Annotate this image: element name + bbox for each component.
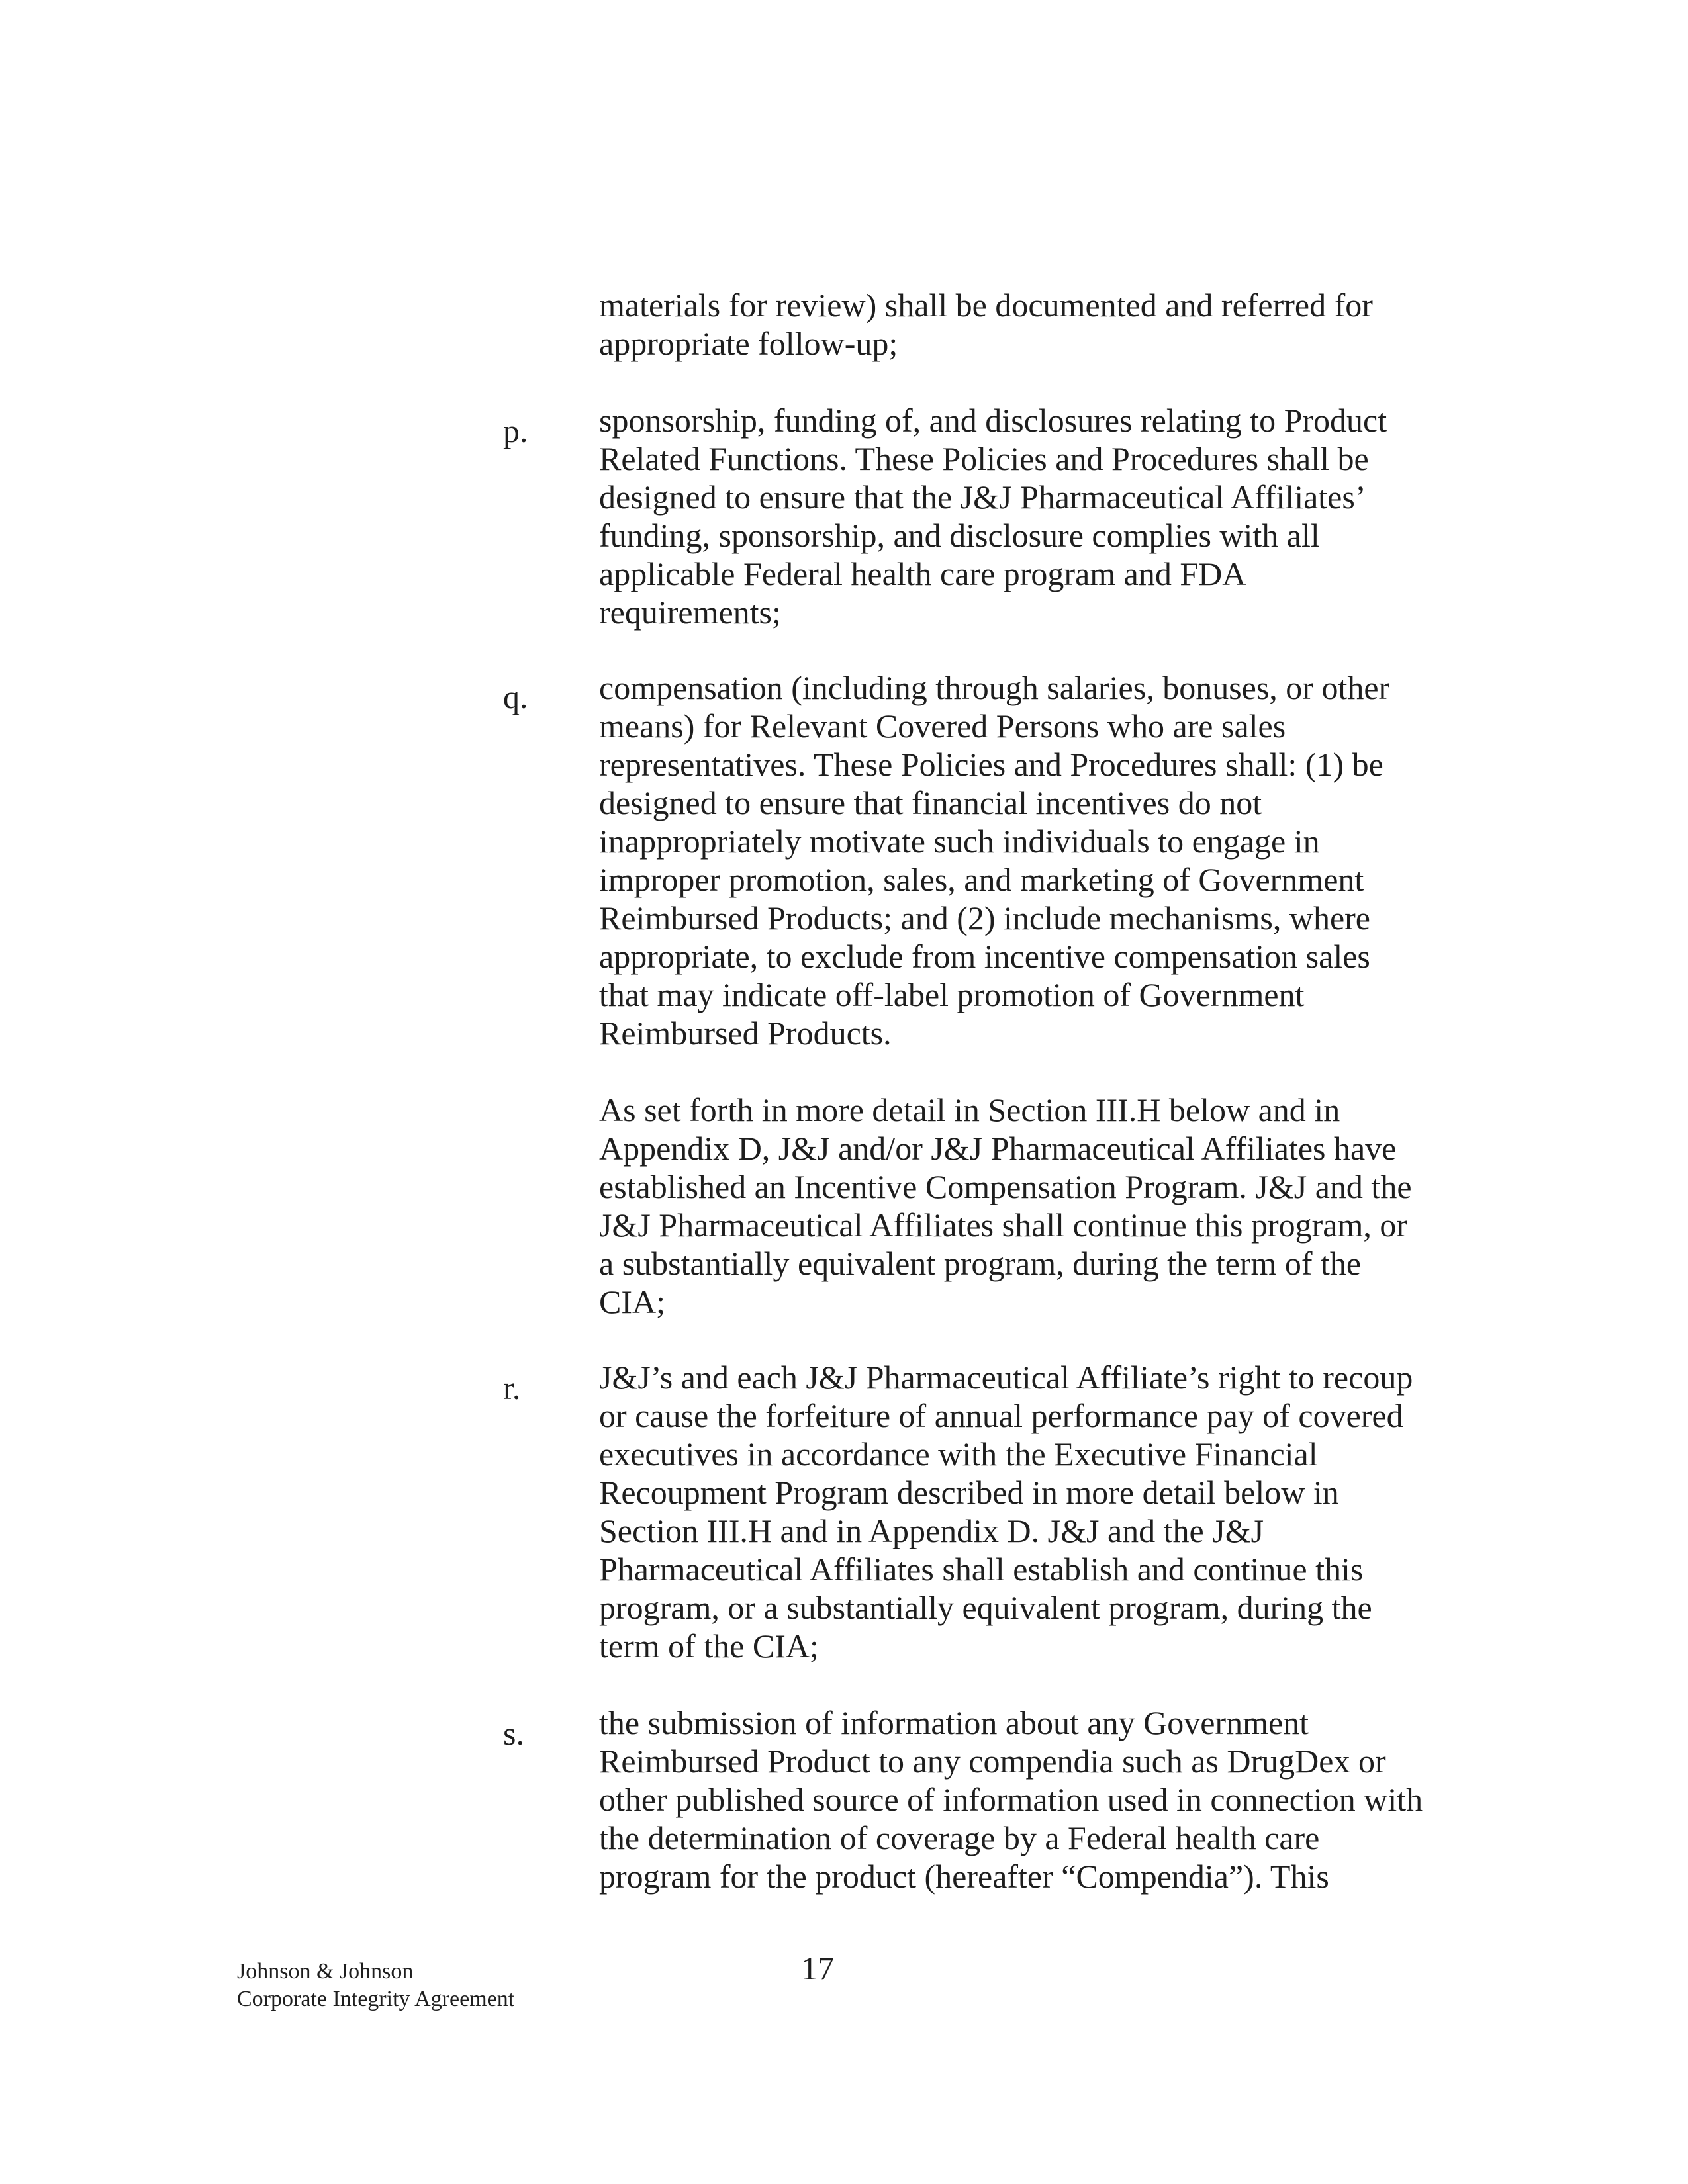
text-line: Reimbursed Product to any compendia such as DrugDex or [599, 1743, 1386, 1780]
text-line: appropriate, to exclude from incentive compensation sales [599, 938, 1370, 975]
page-number: 17 [801, 1950, 834, 1987]
text-line: term of the CIA; [599, 1627, 819, 1664]
text-line: that may indicate off-label promotion of Government [599, 976, 1305, 1013]
text-line: other published source of information used in connection with [599, 1781, 1423, 1818]
item-letter: p. [503, 412, 528, 449]
text-line: Section III.H and in Appendix D. J&J and the J&J [599, 1512, 1264, 1549]
text-line: J&J Pharmaceutical Affiliates shall continue this program, or [599, 1206, 1408, 1244]
list-item [599, 1358, 1473, 1665]
item-letter: s. [503, 1715, 524, 1752]
item-letter: q. [503, 678, 528, 715]
text-line: Pharmaceutical Affiliates shall establish and continue this [599, 1551, 1364, 1588]
continuation-paragraph [599, 286, 1473, 363]
text-line: As set forth in more detail in Section III.H below and in [599, 1091, 1340, 1128]
text-line: funding, sponsorship, and disclosure complies with all [599, 517, 1320, 554]
text-line: designed to ensure that the J&J Pharmaceutical Affiliates’ [599, 478, 1366, 516]
text-line: Recoupment Program described in more detail below in [599, 1474, 1339, 1511]
body-paragraph [599, 1091, 1473, 1321]
text-line: Appendix D, J&J and/or J&J Pharmaceutical Affiliates have [599, 1130, 1397, 1167]
list-item [599, 401, 1473, 631]
text-line: sponsorship, funding of, and disclosures relating to Product [599, 402, 1387, 439]
text-line: a substantially equivalent program, during the term of the [599, 1245, 1362, 1282]
text-line: applicable Federal health care program and FDA [599, 555, 1246, 592]
text-line: Related Functions. These Policies and Procedures shall be [599, 440, 1369, 477]
footer-document-title: Corporate Integrity Agreement [237, 1987, 515, 2011]
text-line: appropriate follow-up; [599, 325, 898, 362]
text-line: program for the product (hereafter “Compendia”). This [599, 1858, 1329, 1895]
item-letter: r. [503, 1369, 521, 1406]
text-line: J&J’s and each J&J Pharmaceutical Affiliate’s right to recoup [599, 1359, 1413, 1396]
text-line: program, or a substantially equivalent program, during the [599, 1589, 1372, 1626]
text-line: established an Incentive Compensation Program. J&J and the [599, 1168, 1412, 1205]
text-line: designed to ensure that financial incentives do not [599, 784, 1262, 821]
text-line: CIA; [599, 1283, 665, 1320]
text-line: executives in accordance with the Executive Financial [599, 1435, 1318, 1473]
text-line: means) for Relevant Covered Persons who are sales [599, 707, 1286, 745]
text-line: Reimbursed Products; and (2) include mechanisms, where [599, 899, 1370, 936]
text-line: the submission of information about any Government [599, 1704, 1309, 1741]
text-line: improper promotion, sales, and marketing of Government [599, 861, 1364, 898]
footer-company: Johnson & Johnson [237, 1959, 414, 1983]
list-item [599, 668, 1473, 1052]
text-line: representatives. These Policies and Procedures shall: (1) be [599, 746, 1383, 783]
list-item [599, 1704, 1473, 1895]
text-line: or cause the forfeiture of annual performance pay of covered [599, 1397, 1403, 1434]
text-line: requirements; [599, 594, 781, 631]
footer-document-info [237, 1958, 514, 2013]
text-line: compensation (including through salaries, bonuses, or other [599, 669, 1390, 706]
text-line: the determination of coverage by a Federal health care [599, 1819, 1320, 1856]
text-line: materials for review) shall be documented and referred for [599, 287, 1373, 324]
text-line: Reimbursed Products. [599, 1015, 892, 1052]
text-line: inappropriately motivate such individuals to engage in [599, 823, 1320, 860]
